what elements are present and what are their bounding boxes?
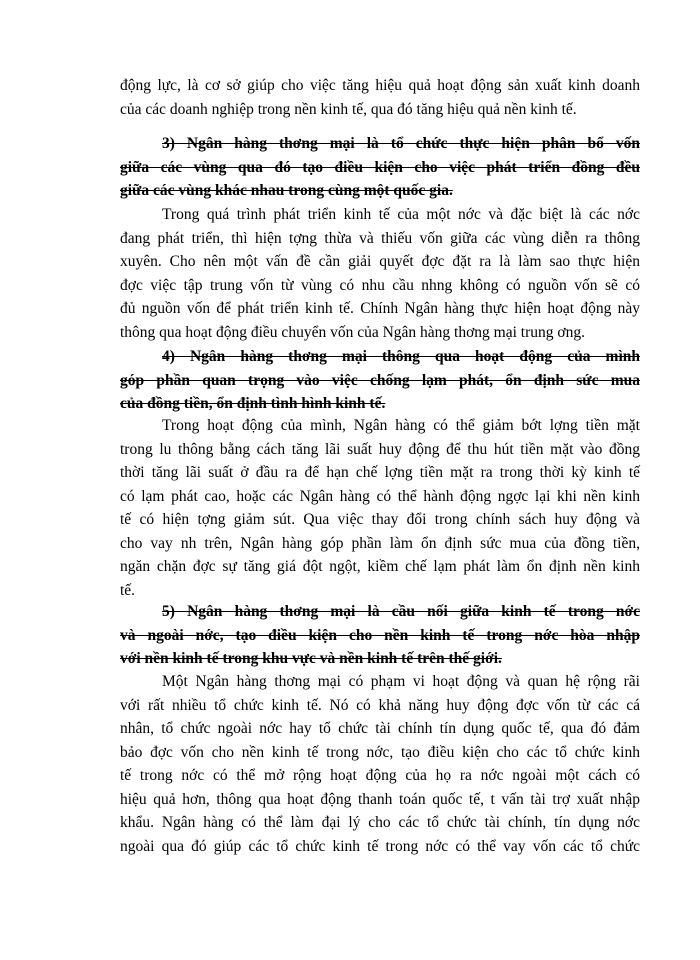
text-line: của các doanh nghiệp trong nền kinh tế, qua đó tăng hiệu quả nền kinh tế. [120, 100, 577, 118]
text-line: có lạm phát cao, hoặc các Ngân hàng có thể hành động ngợc lại khi nền kinh [120, 487, 640, 505]
text-line: xuyên. Cho nên một vấn đề cần giải quyết đợc đặt ra là làm sao thực hiện [120, 253, 640, 270]
heading-line: và ngoài nớc, tạo điều kiện cho nền kinh tế trong nớc hòa nhập [120, 626, 640, 644]
text-line: trong lu thông bằng cách tăng lãi suất huy động để thu hút tiền mặt vào đồng [120, 440, 640, 458]
heading-3 [120, 132, 640, 203]
text-line: Trong hoạt động của mình, Ngân hàng có thể giảm bớt lợng tiền mặt [162, 417, 640, 434]
paragraph-intro-continued [120, 74, 640, 121]
heading-5 [120, 600, 640, 671]
heading-4 [120, 345, 640, 416]
text-line: ngăn chặn đợc sự tăng giá đột ngột, kiềm chế lạm phát làm ổn định nền kinh [120, 558, 640, 575]
heading-line: 3) Ngân hàng thơng mại là tổ chức thực hiện phân bổ vốn [162, 135, 640, 152]
text-line: Một Ngân hàng thơng mại có phạm vi hoạt động và quan hệ rộng rãi [162, 673, 640, 690]
text-line: tế. [120, 581, 136, 599]
heading-line: giữa các vùng khác nhau trong cùng một quốc gia. [120, 182, 453, 199]
paragraph-3 [120, 203, 640, 344]
text-line: khẩu. Ngân hàng có thể làm đại lý cho các tổ chức tài chính, tín dụng nớc [120, 814, 640, 831]
heading-line: 4) Ngân hàng thơng mại thông qua hoạt động của mình [162, 348, 640, 365]
text-line: tế trong nớc có thể mở rộng hoạt động của họ ra nớc ngoài một cách có [120, 767, 640, 784]
text-line: tế có hiện tợng giảm sút. Qua việc thay đổi trong chính sách huy động và [120, 511, 640, 528]
text-line: thông qua hoạt động điều chuyển vốn của Ngân hàng thơng mại trung ơng. [120, 323, 585, 341]
text-line: đủ nguồn vốn để phát triển kinh tế. Chính Ngân hàng thực hiện hoạt động này [120, 300, 640, 317]
text-line: cho vay nh trên, Ngân hàng góp phần làm ổn định sức mua của đồng tiền, [120, 534, 640, 552]
heading-line: góp phần quan trọng vào việc chống lạm phát, ổn định sức mua [120, 371, 640, 389]
text-line: hiệu quả hơn, thông qua hoạt động thanh toán quốc tế, t vấn tài trợ xuất nhập [120, 790, 640, 808]
text-line: Trong quá trình phát triển kinh tế của một nớc và đặc biệt là các nớc [162, 206, 640, 223]
text-line: đang phát triển, thì hiện tợng thừa và thiếu vốn giữa các vùng diễn ra thông [120, 229, 640, 247]
text-line: nhân, tổ chức ngoài nớc hay tổ chức tài chính tín dụng quốc tế, qua đó đảm [120, 720, 640, 737]
text-line: ngoài qua đó giúp các tổ chức kinh tế trong nớc có thể vay vốn các tổ chức [120, 837, 640, 855]
text-line: thời tăng lãi suất ở đầu ra để hạn chế lợng tiền mặt ra trong thời kỳ kinh tế [120, 464, 640, 481]
paragraph-4 [120, 414, 640, 602]
paragraph-5 [120, 670, 640, 858]
heading-line: 5) Ngân hàng thơng mại là cầu nối giữa kinh tế trong nớc [162, 603, 640, 620]
heading-line: giữa các vùng qua đó tạo điều kiện cho việc phát triển đồng đều [120, 158, 640, 176]
heading-line: với nền kinh tế trong khu vực và nền kinh tế trên thế giới. [120, 650, 502, 667]
text-line: đợc việc tập trung vốn từ vùng có nhu cầu nhng không có nguồn vốn sẽ có [120, 276, 640, 294]
text-line: với rất nhiều tổ chức kinh tế. Nó có khả năng huy động đợc vốn từ các cá [120, 696, 640, 714]
text-line: động lực, là cơ sở giúp cho việc tăng hiệu quả hoạt động sản xuất kinh doanh [120, 77, 640, 94]
text-line: bảo đợc vốn cho nền kinh tế trong nớc, tạo điều kiện cho các tổ chức kinh [120, 743, 640, 761]
heading-line: của đồng tiền, ổn định tình hình kinh tế. [120, 395, 386, 412]
